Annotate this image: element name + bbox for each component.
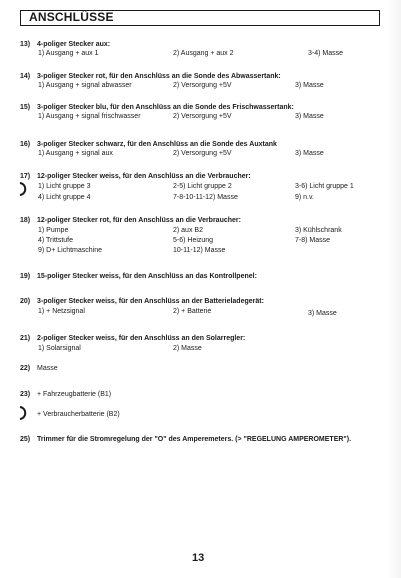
pin-cell: 2) aux B2 xyxy=(173,227,203,234)
section-number: 23) xyxy=(20,391,31,398)
section-number: 14) xyxy=(20,73,31,80)
section-number: 22) xyxy=(20,365,31,372)
section-title: 3-poliger Stecker schwarz, für den Anschlüss an die Sonde des Auxtank xyxy=(37,141,277,148)
pin-cell: 5-6) Heizung xyxy=(173,237,214,244)
pin-cell: 3) Masse xyxy=(308,310,337,317)
binder-ring-icon xyxy=(18,182,28,196)
pin-cell: 3-4) Masse xyxy=(308,50,344,57)
section-title: 12-poliger Stecker rot, für den Anschlüss an die Verbraucher: xyxy=(37,217,241,224)
pin-cell: 2) Versorgung +5V xyxy=(173,113,232,120)
pin-cell: 2) Versorgung +5V xyxy=(173,150,232,157)
page-number: 13 xyxy=(192,552,205,564)
section-number: 18) xyxy=(20,217,31,224)
section-title: 12-poliger Stecker weiss, für den Anschlüss an die Verbraucher: xyxy=(37,173,251,180)
section-number: 25) xyxy=(20,436,31,443)
section-title: 4-poliger Stecker aux: xyxy=(37,41,111,48)
section-title: + Fahrzeugbatterie (B1) xyxy=(37,391,112,398)
pin-cell: 2-5) Licht gruppe 2 xyxy=(173,183,232,190)
pin-cell: 9) D+ Lichtmaschine xyxy=(38,247,103,254)
section-number: 20) xyxy=(20,298,31,305)
pin-cell: 2) Ausgang + aux 2 xyxy=(173,50,234,57)
pin-cell: 1) Solarsignal xyxy=(38,345,81,352)
section-number: 17) xyxy=(20,173,31,180)
section-title: 2-poliger Stecker weiss, für den Anschlüss an den Solarregler: xyxy=(37,335,246,342)
pin-cell: 3) Masse xyxy=(295,150,324,157)
section-title: 3-poliger Stecker weiss, für den Anschlüss an der Batterieladegerät: xyxy=(37,298,264,305)
section-header xyxy=(20,10,380,26)
pin-cell: 1) Ausgang + signal frischwasser xyxy=(38,113,141,120)
pin-cell: 3) Masse xyxy=(295,82,324,89)
section-title: 3-poliger Stecker rot, für den Anschlüss an die Sonde des Abwassertank: xyxy=(37,73,281,80)
section-title: 15-poliger Stecker weiss, für den Anschlüss an das Kontrollpenel: xyxy=(37,273,257,280)
section-title: Trimmer für die Stromregelung der "O" des Amperemeters. (> "REGELUNG AMPEROMETER"). xyxy=(37,436,352,443)
section-number: 15) xyxy=(20,104,31,111)
pin-cell: 10-11-12) Masse xyxy=(173,247,226,254)
page-edge-shadow xyxy=(388,0,401,578)
section-title: + Verbraucherbatterie (B2) xyxy=(37,411,120,418)
pin-cell: 2) Versorgung +5V xyxy=(173,82,232,89)
binder-ring-icon xyxy=(18,406,28,420)
pin-cell: 1) Licht gruppe 3 xyxy=(38,183,91,190)
pin-cell: 4) Trittstufe xyxy=(38,237,74,244)
pin-cell: 1) Ausgang + signal abwasser xyxy=(38,82,132,89)
section-number: 21) xyxy=(20,335,31,342)
section-number: 16) xyxy=(20,141,31,148)
pin-cell: 7-8-10-11-12) Masse xyxy=(173,194,238,201)
pin-cell: 7-8) Masse xyxy=(295,237,331,244)
pin-cell: 1) Pumpe xyxy=(38,227,69,234)
section-title: Masse xyxy=(37,365,58,372)
pin-cell: 1) Ausgang + signal aux xyxy=(38,150,113,157)
section-number: 13) xyxy=(20,41,31,48)
pin-cell: 3-6) Licht gruppe 1 xyxy=(295,183,354,190)
section-header-title: ANSCHLÜSSE xyxy=(29,10,114,24)
pin-cell: 1) Ausgang + aux 1 xyxy=(38,50,99,57)
section-number: 19) xyxy=(20,273,31,280)
section-title: 3-poliger Stecker blu, für den Anschlüss an die Sonde des Frischwassertank: xyxy=(37,104,294,111)
pin-cell: 2) + Batterie xyxy=(173,308,212,315)
pin-cell: 1) + Netzsignal xyxy=(38,308,85,315)
pin-cell: 3) Masse xyxy=(295,113,324,120)
pin-cell: 9) n.v. xyxy=(295,194,314,201)
pin-cell: 4) Licht gruppe 4 xyxy=(38,194,91,201)
pin-cell: 2) Masse xyxy=(173,345,202,352)
pin-cell: 3) Kühlschrank xyxy=(295,227,342,234)
